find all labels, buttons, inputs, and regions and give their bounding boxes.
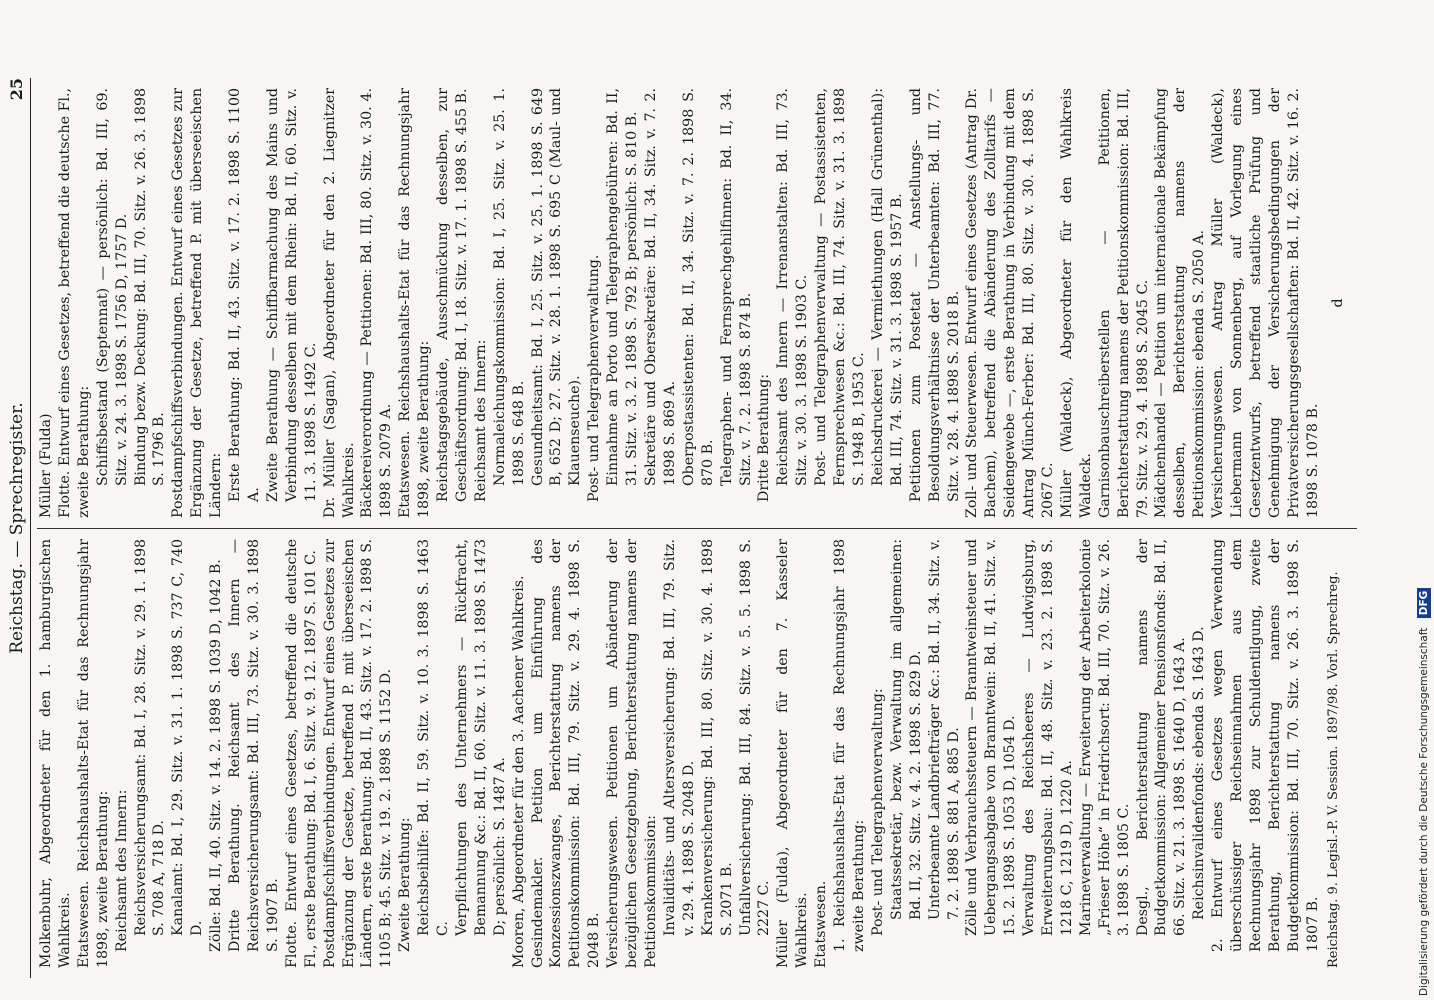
entry: Bindung bezw. Deckung: Bd. III, 70. Sitz. v. 26. 3. 1898 S. 1796 B. [132, 88, 168, 486]
entry: Gesindemakler. Petition um Einführung des Konzessionszwanges, Berichterstattung namens der Petitionskommission: Bd. III, 79. Sitz. v. 29. 4. 1898 S. 2048 B. [529, 539, 603, 968]
entry: Post- und Telegraphenverwaltung. [586, 254, 603, 502]
entry: Reichsamt des Innern: [113, 789, 130, 952]
entry: Reichsamt des Innern — Irrenanstalten: Bd. III, 73. Sitz. v. 30. 3. 1898 S. 1903 C. [775, 88, 811, 486]
entry: Reichsdruckerei — Vermiethungen (Hall Grünenthal): Bd. III, 74. Sitz. v. 31. 3. 1898 S. 1957 B. [869, 88, 905, 486]
entry: 2. Entwurf eines Gesetzes wegen Verwendung überschüssiger Reichseinnahmen aus dem Rechnungsjahr 1898 zur Schuldentilgung, zweite Berathung, Berichterstattung namens der Budgetkommission: Bd. III, 70. Sitz. v. 26. 3. 1898 S. 1807 B. [1210, 539, 1321, 952]
entry: Zölle: Bd. II, 40. Sitz. v. 14. 2. 1898 S. 1039 D, 1042 B. [208, 559, 225, 952]
signature-letter: d [1329, 298, 1346, 308]
entry: Dritte Berathung: [756, 373, 773, 502]
page-number: 25 [7, 78, 26, 101]
entry: Krankenversicherung: Bd. III, 80. Sitz. v. 30. 4. 1898 S. 2071 B. [699, 539, 735, 936]
entry: Mooren, Abgeordneter für den 3. Aachener Wahlkreis. [510, 575, 527, 968]
entry: Sekretäre und Obersekretäre: Bd. II, 34. Sitz. v. 7. 2. 1898 S. 869 A. [643, 88, 678, 486]
entry: Müller (Waldeck), Abgeordneter für den Wahlkreis Waldeck. [1058, 88, 1094, 518]
entry: Etatswesen. [813, 880, 830, 968]
entry: Etatswesen. Reichshaushalts-Etat für das Rechnungsjahr 1898, zweite Berathung: [397, 88, 433, 518]
entry: Molkenbuhr, Abgeordneter für den 1. hamburgischen Wahlkreis. [38, 539, 73, 968]
entry: Verpflichtungen des Unternehmers — Rückfracht, Bemannung &c.: Bd. II, 60. Sitz. v. 11. 3. 1898 S. 1473 D; persönlich: S. 1487 A. [453, 539, 508, 936]
page-footer: Reichstag. 9. Legisl.-P. V. Session. 1897/98. Vorl. Sprechreg. [1325, 571, 1341, 968]
entry: Kanalamt: Bd. I, 29. Sitz. v. 31. 1. 1898 S. 737 C, 740 D. [170, 539, 206, 936]
entry: Reichsbeihilfe: Bd. II, 59. Sitz. v. 10. 3. 1898 S. 1463 C. [416, 539, 452, 936]
entry: Desgl., Berichterstattung namens der Budgetkommission: Allgemeiner Pensionsfonds: Bd. II, 66. Sitz. v. 21. 3. 1898 S. 1640 D, 1643 A. [1134, 539, 1189, 936]
entry: Zweite Berathung: [397, 817, 414, 952]
right-column [37, 78, 1357, 528]
entry: Post- und Telegraphenverwaltung — Postassistenten, Fernsprechwesen &c.: Bd. III, 74. Sitz. v. 31. 3. 1898 S. 1948 B, 1953 C. [813, 88, 867, 486]
entry: Postdampfschiffsverbindungen. Entwurf eines Gesetzes zur Ergänzung der Gesetze, betreffend P. mit überseeischen Ländern, erste Berathung: Bd. II, 43. Sitz. v. 17. 2. 1898 S. 1105 B; 45. Sitz. v. 19. 2. 1898 S. 1152 D. [321, 539, 395, 968]
entry: Unterbeamte Landbriefträger &c.: Bd. II, 34. Sitz. v. 7. 2. 1898 S. 881 A, 885 D. [926, 539, 962, 920]
entry: Bäckereiverordnung — Petitionen: Bd. III, 80. Sitz. v. 30. 4. 1898 S. 2079 A. [359, 88, 395, 518]
entry: Flotte. Entwurf eines Gesetzes, betreffend die deutsche Fl., zweite Berathung: [56, 88, 92, 518]
entry: Dr. Müller (Sagan), Abgeordneter für den 2. Liegnitzer Wahlkreis. [321, 88, 357, 518]
entry: Erste Berathung: Bd. II, 43. Sitz. v. 17. 2. 1898 S. 1100 A. [227, 88, 262, 502]
entry: Telegraphen- und Fernsprechgehilfinnen: Bd. II, 34. Sitz. v. 7. 2. 1898 S. 874 B. [718, 88, 754, 486]
entry: Zoll- und Steuerwesen. Entwurf eines Gesetzes (Antrag Dr. Bachem), betreffend die Abänderung des Zolltarifs — Seidengewebe —, erste Berathung in Verbindung mit dem Antrag Münch-Ferber: Bd. III, 80. Sitz. v. 30. 4. 1898 S. 2067 C. [964, 88, 1057, 518]
entry: Reichsamt des Innern: [472, 339, 489, 502]
entry: Müller (Fulda) [38, 413, 54, 518]
page-title: Reichstag. — Sprechregister. [7, 402, 27, 654]
entry: Marineverwaltung — Erweiterung der Arbeiterkolonie „Frieser Höhe“ in Friedrichsort: Bd. III, 70. Sitz. v. 26. 3. 1898 S. 1805 C. [1077, 539, 1132, 936]
entry: Flotte. Entwurf eines Gesetzes, betreffend die deutsche Fl., erste Berathung: Bd. I, 6. Sitz. v. 9. 12. 1897 S. 101 C. [283, 539, 319, 968]
document-page [0, 60, 1400, 1000]
digitization-stamp [1410, 6, 1432, 996]
entry: Versicherungswesen. Petitionen um Abänderung der bezüglichen Gesetzgebung, Berichterstattung namens der Petitionskommission: [605, 539, 659, 968]
entry: Normaleichungskommission: Bd. I, 25. Sitz. v. 25. 1. 1898 S. 648 B. [491, 88, 527, 486]
entry: Mädchenhandel — Petition um internationale Bekämpfung desselben, Berichterstattung namens der Petitionskommission: ebenda S. 2050 A. [1153, 88, 1208, 518]
left-column [37, 528, 1357, 978]
entry: Reichsinvalidenfonds: ebenda S. 1643 D. [1191, 626, 1208, 920]
entry: Etatswesen. Reichshaushalts-Etat für das Rechnungsjahr 1898, zweite Berathung: [75, 539, 111, 968]
entry: Petitionen zum Postetat — Anstellungs- und Besoldungsverhältnisse der Unterbeamten: Bd. III, 77. Sitz. v. 28. 4. 1898 S. 2018 B. [907, 88, 962, 502]
entry: Dritte Berathung. Reichsamt des Innern — Reichsversicherungsamt: Bd. III, 73. Sitz. v. 30. 3. 1898 S. 1907 B. [227, 539, 281, 952]
entry: 1. Reichshaushalts-Etat für das Rechnungsjahr 1898 zweite Berathung: [832, 539, 867, 952]
entry: Staatssekretär, bezw. Verwaltung im allgemeinen: Bd. II, 32. Sitz. v. 4. 2. 1898 S. 829 D. [888, 539, 924, 920]
entry: Post- und Telegraphenverwaltung: [869, 688, 886, 936]
entry: Gesundheitsamt: Bd. I, 25. Sitz. v. 25. 1. 1898 S. 649 B, 652 D; 27. Sitz. v. 28. 1. 1898 S. 695 C (Maul- und Klauenseuche). [529, 88, 584, 486]
entry: Reichstagsgebäude, Ausschmückung desselben, zur Geschäftsordnung: Bd. I, 18. Sitz. v. 17. 1. 1898 S. 455 B. [435, 88, 470, 502]
stamp-text-wrapper [1413, 6, 1434, 996]
page-header [4, 78, 31, 978]
entry: Invaliditäts- und Altersversicherung: Bd. III, 79. Sitz. v. 29. 4. 1898 S. 2048 D. [661, 539, 697, 936]
entry: Müller (Fulda), Abgeordneter für den 7. Kasseler Wahlkreis. [775, 539, 811, 968]
two-column-body [37, 78, 1357, 978]
stamp-text: Digitalisierung gefördert durch die Deutsche Forschungsgemeinschaft [1418, 627, 1430, 996]
entry: Versicherungswesen. Antrag Müller (Waldeck), Liebermann von Sonnenberg, auf Vorlegung eines Gesetzentwurfs, betreffend staatliche Prüfung und Genehmigung der Versicherungsbedingungen der Privatversicherungsgesellschaften: Bd. II, 42. Sitz. v. 16. 2. 1898 S. 1078 B. [1210, 88, 1321, 518]
entry: Verwaltung des Reichsheeres — Ludwigsburg, Erweiterungsbau: Bd. II, 48. Sitz. v. 23. 2. 1898 S. 1218 C, 1219 D, 1220 A. [1021, 539, 1075, 936]
entry: Reichsversicherungsamt: Bd. I, 28. Sitz. v. 29. 1. 1898 S. 708 A, 718 D. [132, 539, 168, 936]
entry: Unfallversicherung: Bd. III, 84. Sitz. v. 5. 5. 1898 S. 2227 C. [737, 539, 773, 936]
entry: Schiffsbestand (Septennat) — persönlich: Bd. III, 69. Sitz. v. 24. 3. 1898 S. 1756 D, 1757 D. [94, 88, 130, 486]
entry: Postdampfschiffsverbindungen. Entwurf eines Gesetzes zur Ergänzung der Gesetze, betreffend P. mit überseeischen Ländern: [170, 88, 225, 518]
dfg-logo: DFG [1417, 588, 1431, 619]
entry: Zölle und Verbrauchssteuern — Branntweinsteuer und Uebergangsabgabe von Branntwein: Bd. II, 41. Sitz. v. 15. 2. 1898 S. 1053 D, 1054 D. [964, 539, 1019, 936]
entry: Zweite Berathung — Schiffbarmachung des Mains und Verbindung desselben mit dem Rhein: Bd. II, 60. Sitz. v. 11. 3. 1898 S. 1492 C. [264, 88, 319, 502]
entry: Garnisonbauschreiberstellen — Petitionen, Berichterstattung namens der Petitionskommission: Bd. III, 79. Sitz. v. 29. 4. 1898 S. 2045 C. [1096, 88, 1151, 518]
entry: Einnahme an Porto und Telegraphengebühren: Bd. II, 31. Sitz. v. 3. 2. 1898 S. 792 B; persönlich: S. 810 B. [605, 88, 641, 486]
entry: Oberpostassistenten: Bd. II, 34. Sitz. v. 7. 2. 1898 S. 870 B. [680, 88, 716, 486]
